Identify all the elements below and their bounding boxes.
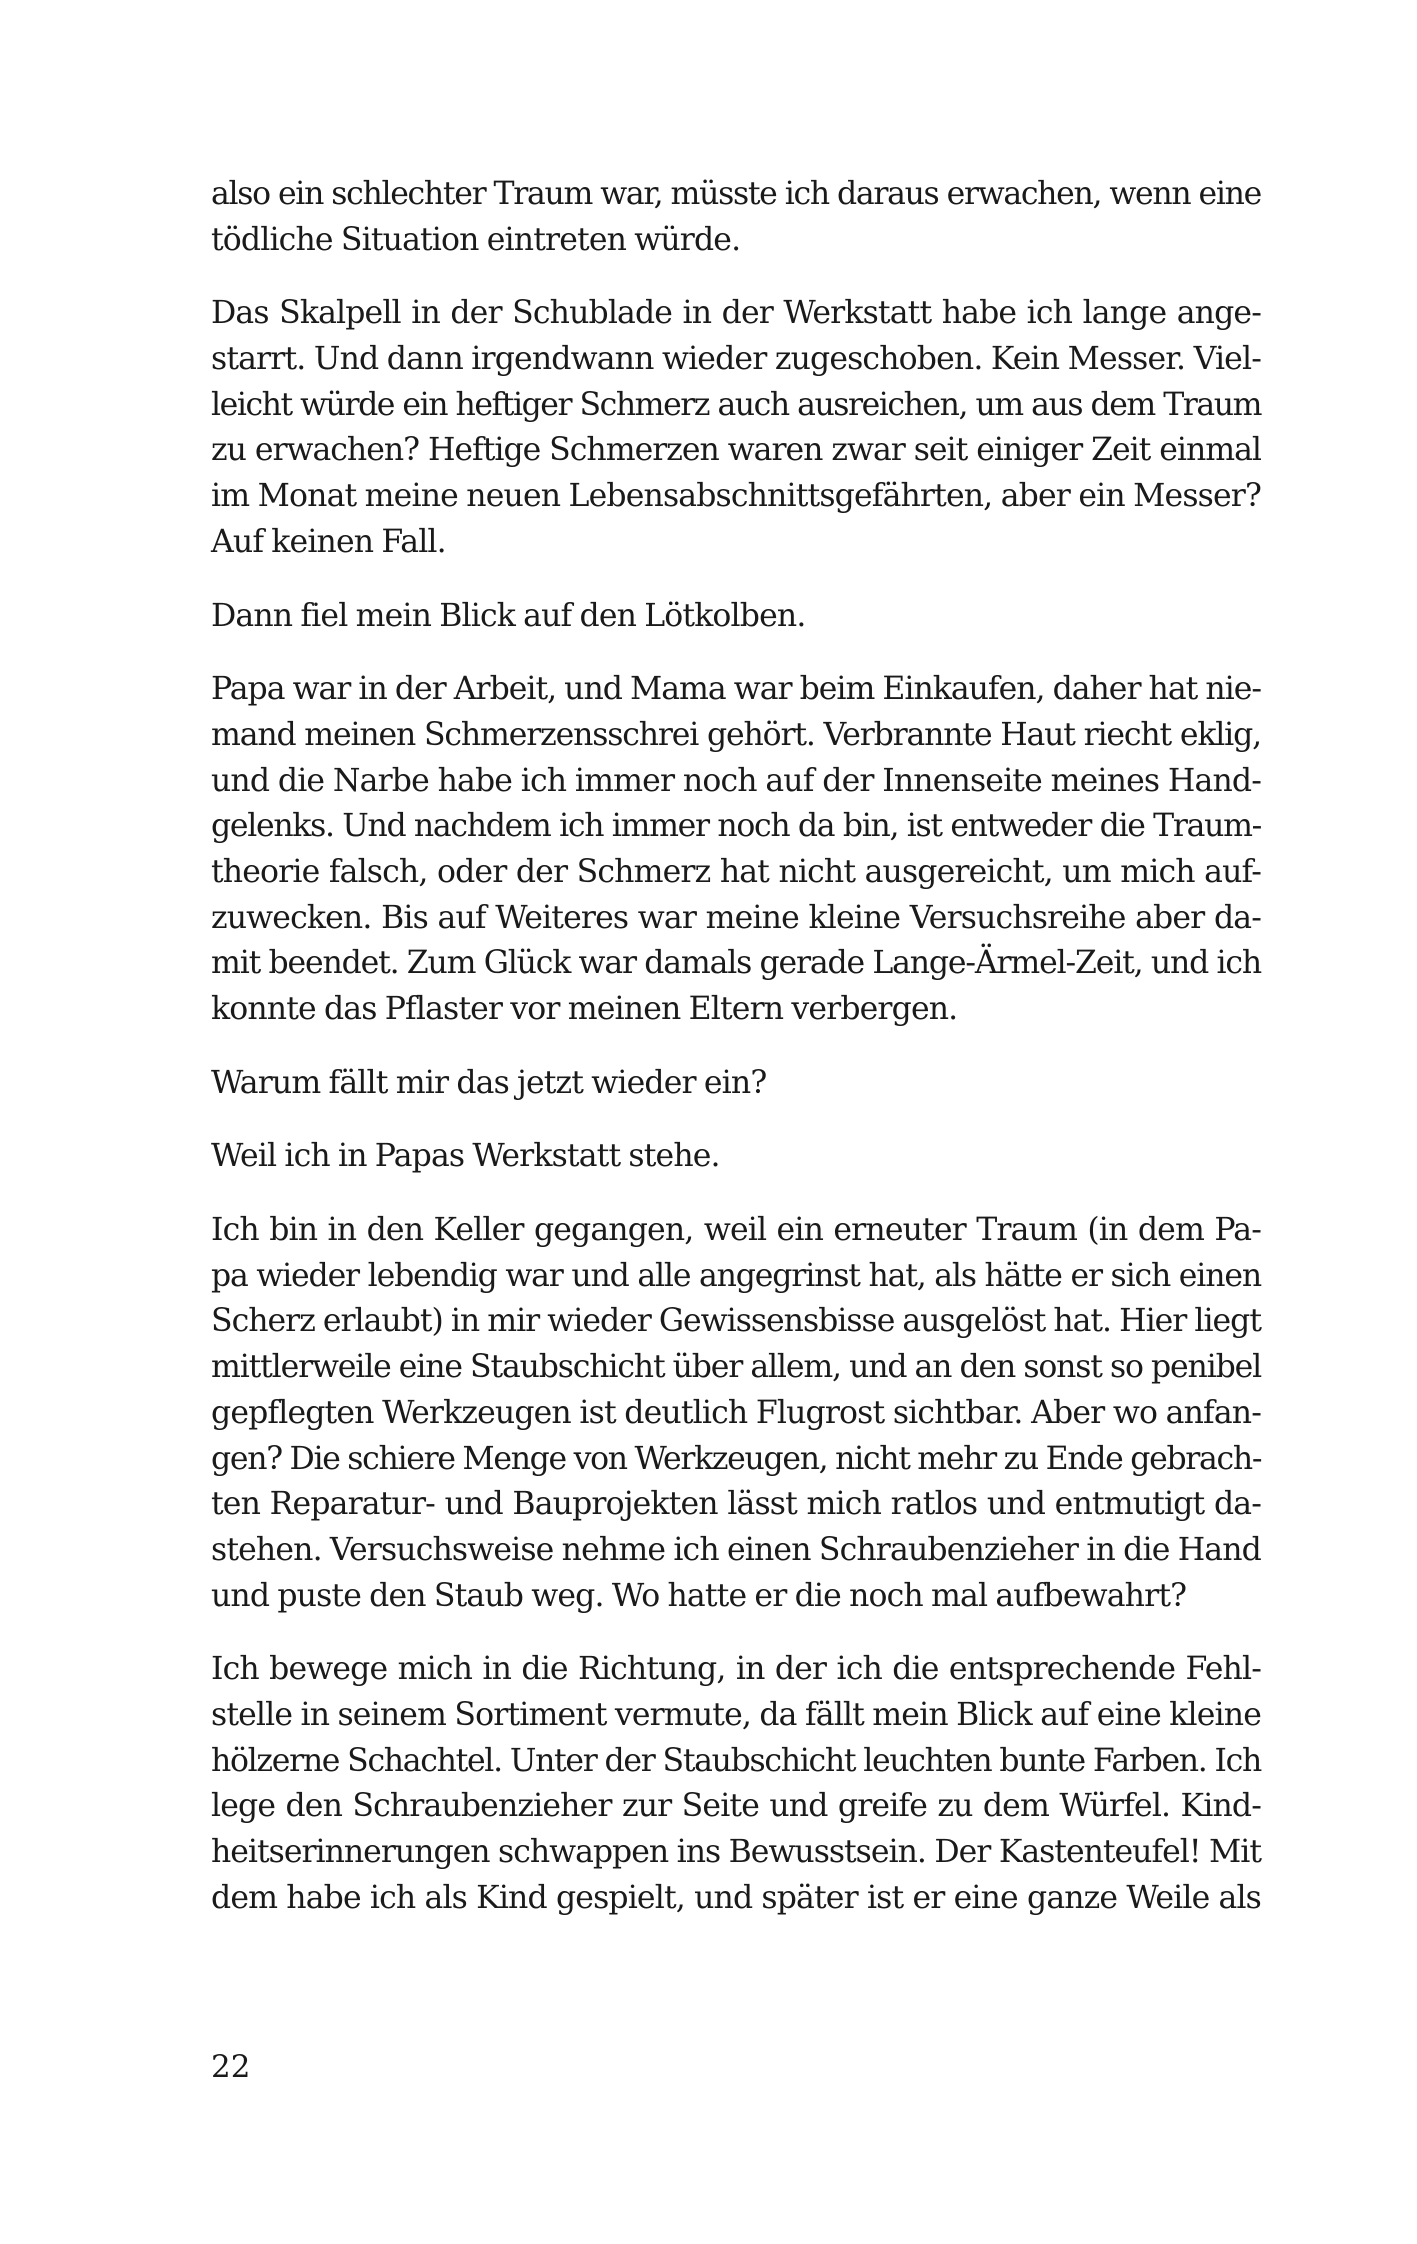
page-number: 22 [211,2049,251,2085]
text-line: also ein schlechter Traum war, müsste ich daraus erwachen, wenn eine [211,176,1261,212]
text-line: Ich bin in den Keller gegangen, weil ein erneuter Traum (in dem Pa- [211,1212,1261,1249]
paragraph [211,291,1261,565]
text-line: Warum fällt mir das jetzt wieder ein? [211,1064,767,1101]
body-text [211,172,1261,1949]
paragraph [211,1134,1261,1180]
text-line: mit beendet. Zum Glück war damals gerade Lange-Ärmel-Zeit, und ich [211,945,1261,982]
text-line: Dann fiel mein Blick auf den Lötkolben. [211,597,806,634]
paragraph [211,1647,1261,1921]
text-line: Weil ich in Papas Werkstatt stehe. [211,1138,720,1175]
text-line: tödliche Situation eintreten würde. [211,221,741,258]
text-line: starrt. Und dann irgendwann wieder zugeschoben. Kein Messer. Viel- [211,341,1261,378]
text-line: Auf keinen Fall. [211,523,446,560]
text-line: zuwecken. Bis auf Weiteres war meine kleine Versuchsreihe aber da- [211,899,1261,936]
text-line: hölzerne Schachtel. Unter der Staubschicht leuchten bunte Farben. Ich [211,1742,1261,1779]
text-line: heitserinnerungen schwappen ins Bewusstsein. Der Kastenteufel! Mit [211,1834,1261,1870]
text-line: lege den Schraubenzieher zur Seite und greife zu dem Würfel. Kind- [211,1788,1261,1825]
text-line: gelenks. Und nachdem ich immer noch da bin, ist entweder die Traum- [211,808,1261,845]
text-line: dem habe ich als Kind gespielt, und später ist er eine ganze Weile als [211,1879,1261,1916]
text-line: leicht würde ein heftiger Schmerz auch ausreichen, um aus dem Traum [211,386,1261,423]
text-line: im Monat meine neuen Lebensabschnittsgefährten, aber ein Messer? [211,478,1261,515]
text-line: konnte das Pflaster vor meinen Eltern verbergen. [211,991,958,1027]
text-line: gepflegten Werkzeugen ist deutlich Flugrost sichtbar. Aber wo anfan- [211,1394,1261,1431]
paragraph [211,1208,1261,1619]
paragraph [211,172,1261,263]
text-line: Scherz erlaubt) in mir wieder Gewissensbisse ausgelöst hat. Hier liegt [211,1303,1261,1340]
paragraph [211,667,1261,1033]
text-line: ten Reparatur- und Bauprojekten lässt mich ratlos und entmutigt da- [211,1486,1261,1523]
text-line: mittlerweile eine Staubschicht über allem, und an den sonst so penibel [211,1349,1261,1386]
text-line: und puste den Staub weg. Wo hatte er die noch mal aufbewahrt? [211,1577,1187,1614]
text-line: und die Narbe habe ich immer noch auf der Innenseite meines Hand- [211,762,1261,799]
text-line: Ich bewege mich in die Richtung, in der ich die entsprechende Fehl- [211,1651,1261,1688]
paragraph [211,1061,1261,1107]
text-line: Das Skalpell in der Schublade in der Werkstatt habe ich lange ange- [211,295,1261,332]
text-line: pa wieder lebendig war und alle angegrinst hat, als hätte er sich einen [211,1257,1261,1294]
text-line: zu erwachen? Heftige Schmerzen waren zwar seit einiger Zeit einmal [211,432,1261,469]
paragraph [211,594,1261,640]
text-line: theorie falsch, oder der Schmerz hat nicht ausgereicht, um mich auf- [211,853,1261,890]
text-line: stelle in seinem Sortiment vermute, da fällt mein Blick auf eine kleine [211,1696,1261,1733]
text-line: Papa war in der Arbeit, und Mama war beim Einkaufen, daher hat nie- [211,671,1261,708]
text-line: mand meinen Schmerzensschrei gehört. Verbrannte Haut riecht eklig, [211,716,1261,753]
text-line: stehen. Versuchsweise nehme ich einen Schraubenzieher in die Hand [211,1531,1261,1568]
text-line: gen? Die schiere Menge von Werkzeugen, nicht mehr zu Ende gebrach- [211,1440,1262,1477]
